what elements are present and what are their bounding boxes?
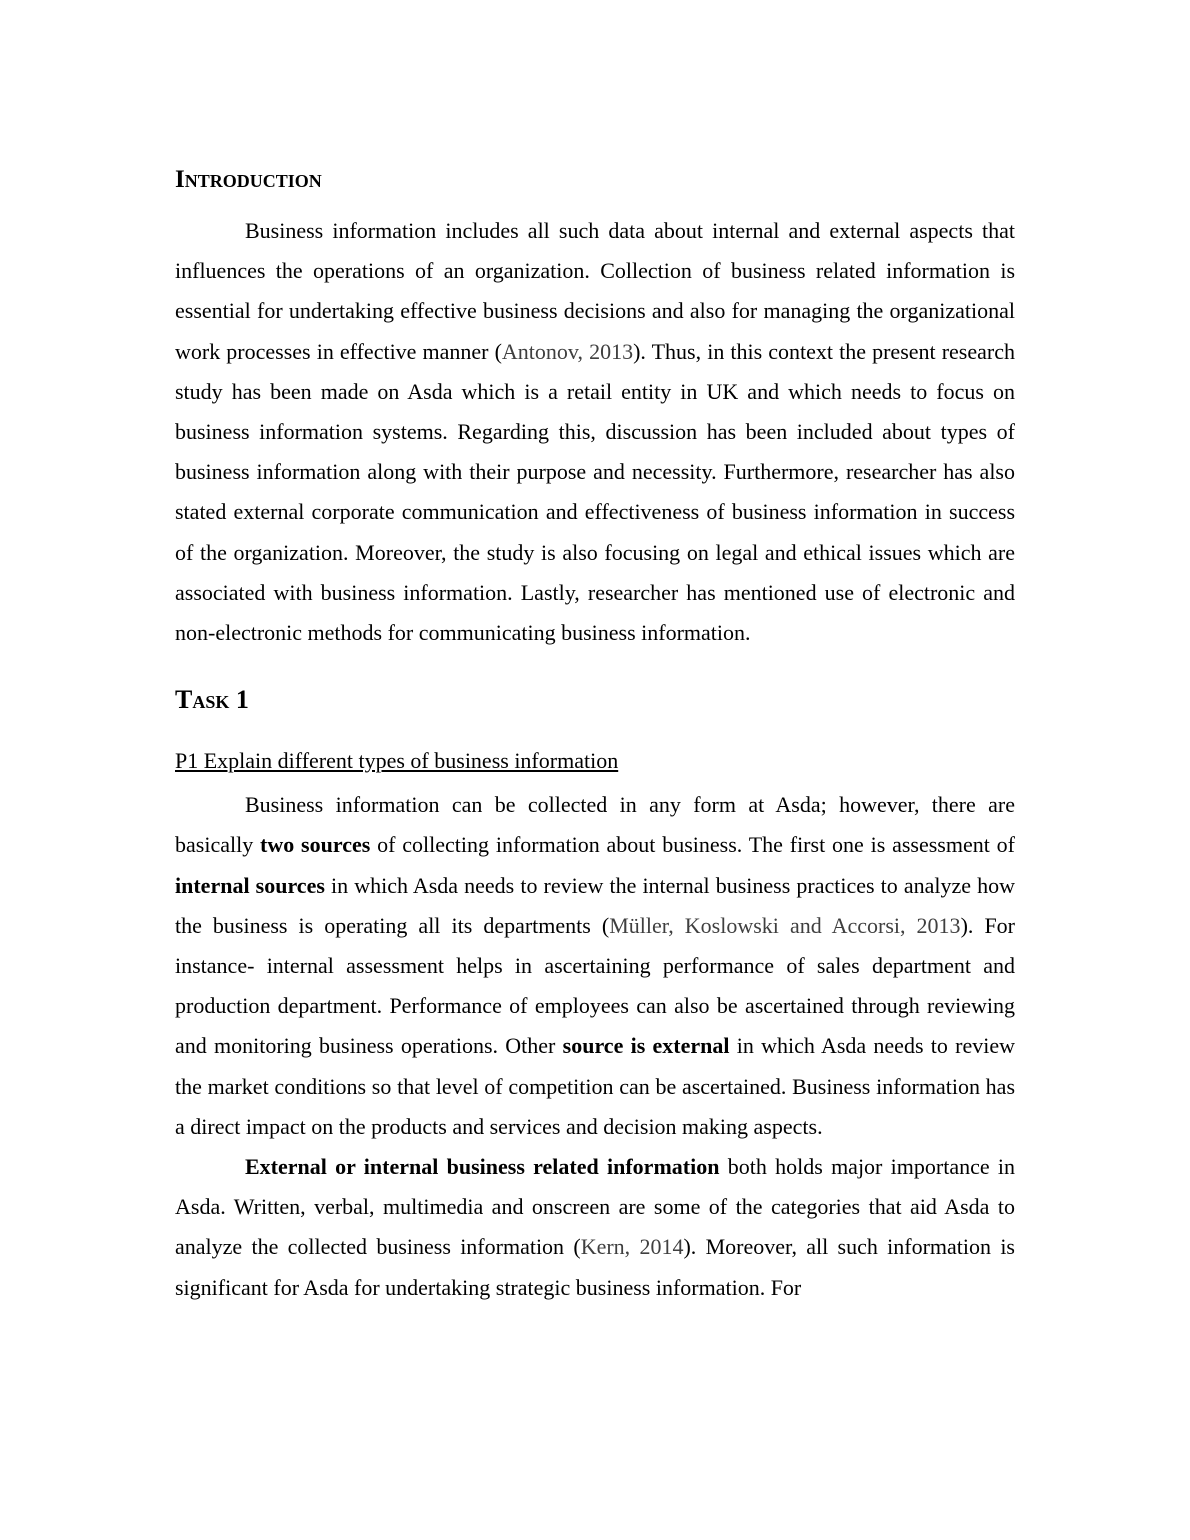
task1-paragraph-1	[175, 785, 1015, 1147]
intro-text-2: ). Thus, in this context the present research study has been made on Asda which is a retail entity in UK and which needs to focus on business information systems. Regarding this, discussion has been included about types of business information along with their purpose and necessity. Furthermore, researcher has also stated external corporate communication and effectiveness of business information in success of the organization. Moreover, the study is also focusing on legal and ethical issues which are associated with business information. Lastly, researcher has mentioned use of electronic and non-electronic methods for communicating business information.	[175, 338, 1015, 646]
bold-two-sources: two sources	[260, 832, 371, 858]
citation-antonov: Antonov, 2013	[501, 338, 634, 364]
citation-kern: Kern, 2014	[580, 1234, 684, 1260]
task-1-heading: Task 1	[175, 685, 249, 715]
text: of collecting information about business. The first one is assessment of	[370, 832, 1015, 858]
bold-source-external: source is external	[562, 1033, 730, 1059]
text: ). For instance- internal assessment helps in ascertaining performance of sales department and production department. Performance of employees can also be ascertained through reviewing and monitoring business operations. Other	[175, 912, 1016, 1059]
p1-subheading: P1 Explain different types of business information	[175, 748, 619, 774]
introduction-paragraph	[175, 211, 1015, 653]
text: both holds major importance in Asda. Written, verbal, multimedia and onscreen are some of the categories that aid Asda to analyze the collected business information (	[175, 1154, 1015, 1260]
text: in which Asda needs to review the internal business practices to analyze how the business is operating all its departments (	[175, 872, 1015, 938]
text: ). Moreover, all such information is significant for Asda for undertaking strategic business information. For	[175, 1234, 1015, 1300]
text: Business information can be collected in any form at Asda; however, there are basically	[175, 792, 1015, 858]
document-page	[175, 163, 1015, 1308]
bold-internal-sources: internal sources	[175, 872, 325, 898]
bold-external-internal: External or internal business related information	[245, 1154, 720, 1180]
introduction-heading: Introduction	[175, 166, 322, 193]
citation-muller: Müller, Koslowski and Accorsi, 2013	[609, 912, 961, 938]
text: in which Asda needs to review the market conditions so that level of competition can be ascertained. Business information has a direct impact on the products and services and decision making aspects.	[175, 1033, 1015, 1139]
task1-paragraph-2	[175, 1147, 1015, 1308]
intro-text-1: Business information includes all such data about internal and external aspects that influences the operations of an organization. Collection of business related information is essential for undertaking effective business decisions and also for managing the organizational work processes in effective manner (	[175, 218, 1015, 364]
